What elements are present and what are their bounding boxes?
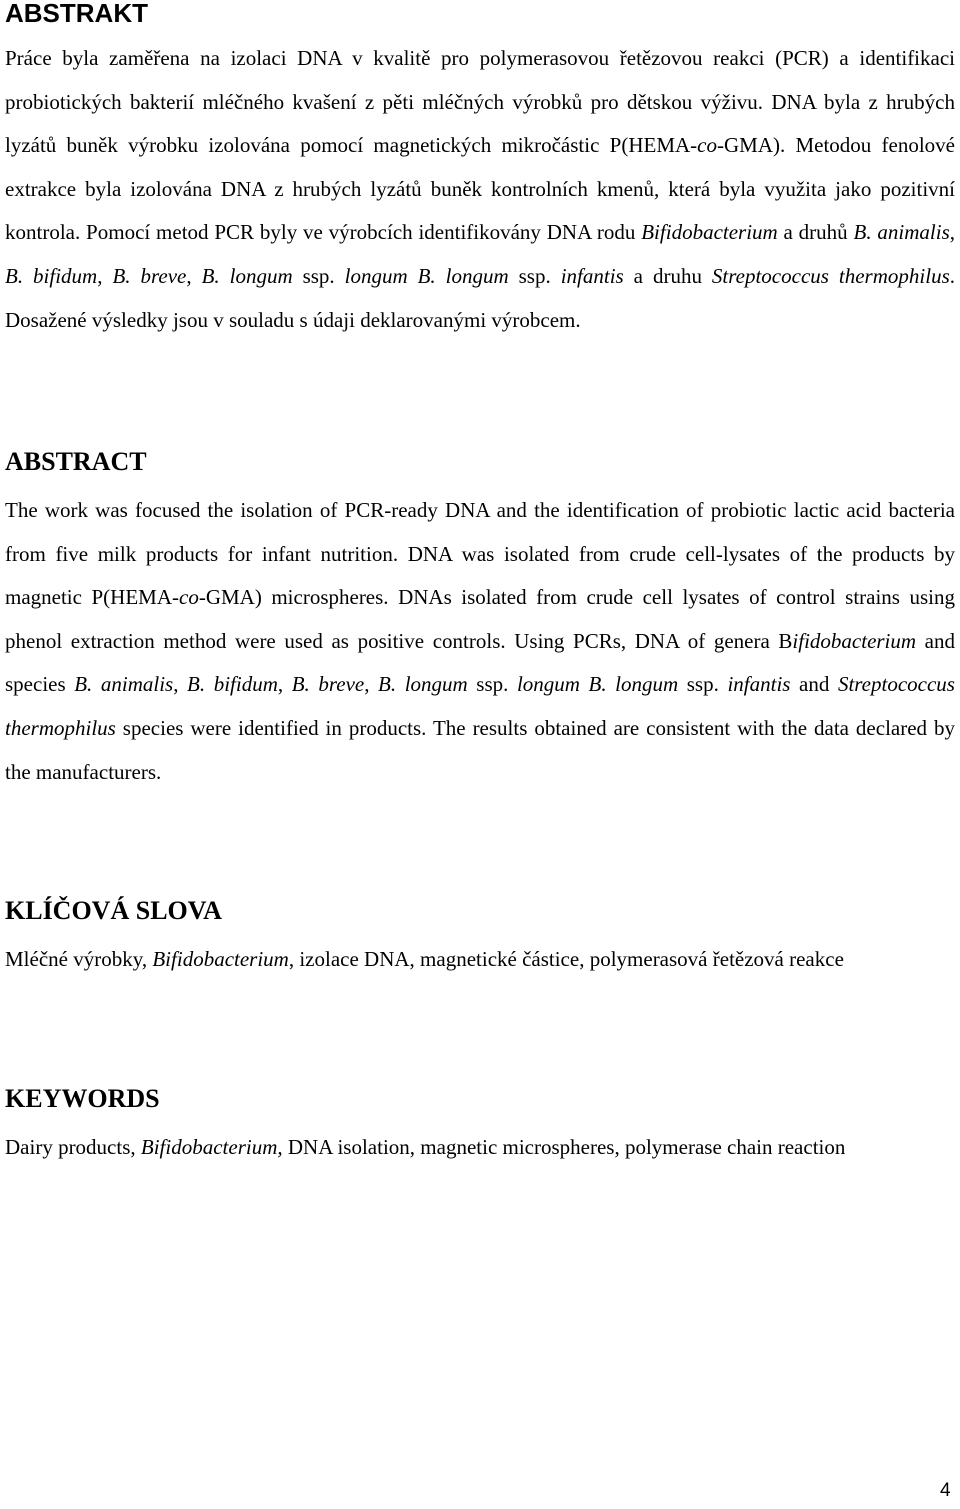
- abstrakt-paragraph: [5, 37, 955, 342]
- italic-text-segment: B. longum: [378, 672, 468, 697]
- text-segment: and: [790, 672, 838, 697]
- italic-text-segment: B. breve: [112, 263, 187, 288]
- italic-text-segment: B. animalis: [74, 672, 174, 697]
- text-segment: The work was focused the isolation of PCR-ready DNA and the identification of probiotic lactic acid bacteria from five milk products for infant nutrition. DNA was isolated from crude cell-lysates of the products by magnetic P(HEMA-: [5, 498, 955, 610]
- italic-text-segment: B. bifidum: [187, 672, 278, 697]
- klicova-slova-paragraph: [5, 937, 955, 981]
- keywords-paragraph: [5, 1125, 955, 1169]
- italic-text-segment: co: [179, 585, 199, 610]
- text-segment: . Dosažené výsledky jsou v souladu s údaji deklarovanými výrobcem.: [5, 263, 955, 332]
- italic-text-segment: longum B. longum: [516, 672, 679, 697]
- italic-text-segment: Streptococcus thermophilus: [5, 672, 955, 740]
- text-segment: ssp.: [508, 263, 561, 288]
- text-segment: ssp.: [292, 263, 345, 288]
- italic-text-segment: infantis: [560, 263, 624, 288]
- klicova-slova-heading: KLÍČOVÁ SLOVA: [5, 896, 222, 925]
- text-segment: -GMA) microspheres. DNAs isolated from crude cell lysates of control strains using phenol extraction method were used as positive controls. Using PCRs, DNA of genera B: [5, 585, 956, 653]
- text-segment: , izolace DNA, magnetické částice, polymerasová řetězová reakce: [288, 947, 844, 971]
- text-segment: species were identified in products. The results obtained are consistent with the data declared by the manufacturers.: [5, 715, 955, 784]
- italic-text-segment: Bifidobacterium: [152, 947, 289, 971]
- italic-text-segment: B. bifidum: [5, 263, 98, 288]
- italic-text-segment: co: [697, 133, 717, 158]
- italic-text-segment: B. animalis: [853, 220, 950, 245]
- text-segment: ,: [186, 263, 202, 288]
- text-segment: DNA isolation, magnetic microspheres, polymerase chain reaction: [282, 1135, 846, 1159]
- abstrakt-heading: ABSTRAKT: [5, 0, 148, 28]
- text-segment: Práce byla zaměřena na izolaci DNA v kvalitě pro polymerasovou řetězovou reakci (PCR) a identifikaci probiotických bakterií mléčného kvašení z pěti mléčných výrobků pro dětskou výživu. DNA byla z hrubých lyzátů buněk výrobku izolována pomocí magnetických mikročástic P(HEMA-: [5, 46, 955, 158]
- text-segment: and species: [5, 628, 956, 697]
- text-segment: a druhu: [623, 263, 712, 288]
- text-segment: ,: [173, 672, 188, 697]
- text-segment: Dairy products,: [5, 1135, 141, 1159]
- italic-text-segment: longum B. longum: [344, 263, 509, 288]
- keywords-heading: KEYWORDS: [5, 1084, 160, 1113]
- italic-text-segment: Streptococcus thermophilus: [711, 263, 950, 288]
- italic-text-segment: Bifidobacterium: [641, 220, 778, 245]
- italic-text-segment: infantis: [727, 672, 791, 697]
- text-segment: ssp.: [467, 672, 517, 697]
- abstract-paragraph: [5, 489, 955, 794]
- page-number: 4: [940, 1480, 951, 1501]
- italic-text-segment: B. longum: [201, 263, 293, 288]
- text-segment: ,: [97, 263, 113, 288]
- italic-text-segment: Bifidobacterium,: [140, 1135, 283, 1159]
- italic-text-segment: B. breve: [291, 672, 365, 697]
- italic-text-segment: ifidobacterium: [792, 628, 917, 653]
- text-segment: ssp.: [678, 672, 728, 697]
- text-segment: ,: [949, 220, 955, 245]
- text-segment: ,: [364, 672, 379, 697]
- text-segment: -GMA). Metodou fenolové extrakce byla izolována DNA z hrubých lyzátů buněk kontrolních kmenů, která byla využita jako pozitivní kontrola. Pomocí metod PCR byly ve výrobcích identifikovány DNA rodu: [5, 133, 955, 245]
- text-segment: Mléčné výrobky,: [5, 947, 153, 971]
- abstract-heading: ABSTRACT: [5, 447, 147, 476]
- text-segment: ,: [277, 672, 292, 697]
- text-segment: a druhů: [777, 220, 854, 245]
